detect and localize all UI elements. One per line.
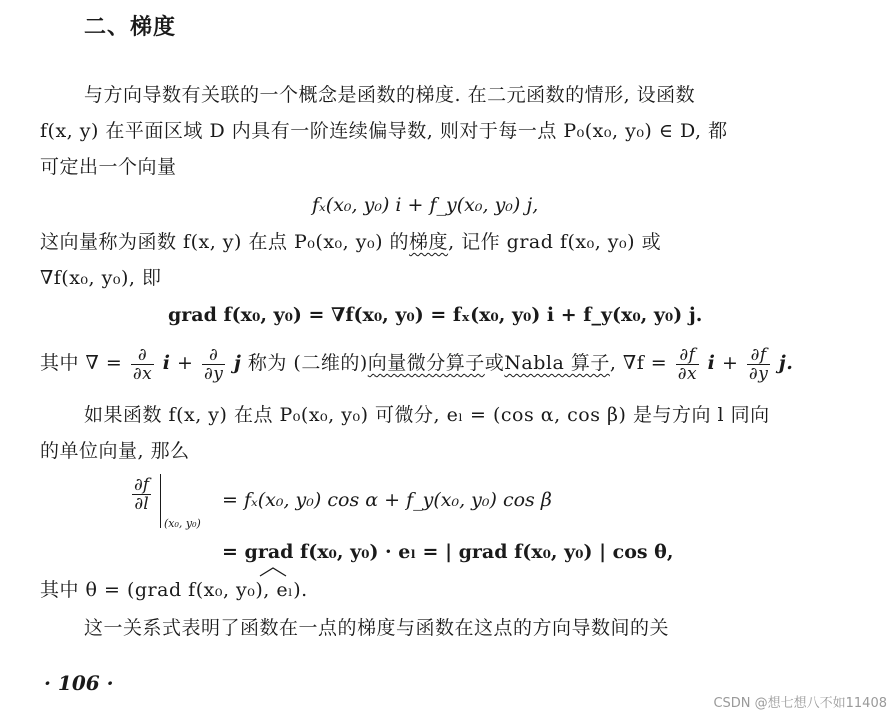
theta-definition-line: 其中 θ = (grad f(x₀, y₀), eₗ).	[40, 579, 308, 601]
plus-2: +	[721, 352, 739, 374]
df-dl-den: ∂l	[134, 494, 149, 514]
para4-line1: 这一关系式表明了函数在一点的梯度与函数在这点的方向导数间的关	[84, 617, 670, 639]
nabla-line	[40, 340, 793, 386]
para2-line2: ∇f(x₀, y₀), 即	[40, 267, 162, 289]
term-nabla-operator: Nabla 算子	[504, 352, 610, 374]
term-gradient: 梯度	[409, 231, 449, 253]
unit-i: i	[162, 352, 171, 374]
para3-line1: 如果函数 f(x, y) 在点 P₀(x₀, y₀) 可微分, eₗ = (cos α, cos β) 是与方向 l 同向	[84, 404, 770, 426]
nabla-prefix: 其中 ∇ =	[40, 352, 123, 374]
term-vector-diff-operator: 向量微分算子	[367, 352, 485, 374]
para2-line1-post: , 记作 grad f(x₀, y₀) 或	[448, 231, 662, 253]
para1-line3: 可定出一个向量	[40, 156, 177, 178]
para1-line2: f(x, y) 在平面区域 D 内具有一阶连续偏导数, 则对于每一点 P₀(x₀, y₀) ∈ D, 都	[40, 120, 728, 142]
nabla-end: j.	[778, 352, 794, 374]
unit-j: j	[233, 352, 242, 374]
partial-x-num: ∂	[131, 346, 154, 365]
para3-line2: 的单位向量, 那么	[40, 440, 190, 462]
df-dy-den: ∂y	[748, 363, 769, 384]
page-number: · 106 ·	[44, 671, 114, 695]
partial-x-den: ∂x	[132, 363, 153, 384]
df-dx-num: ∂f	[676, 346, 699, 365]
para2-line1-pre: 这向量称为函数 f(x, y) 在点 P₀(x₀, y₀) 的	[40, 231, 410, 253]
directional-derivative-eq-line1	[130, 476, 153, 513]
nabla-or: 或	[484, 352, 505, 374]
csdn-watermark: CSDN @想七想八不如11408	[713, 696, 887, 711]
equation-grad-definition: grad f(x₀, y₀) = ∇f(x₀, y₀) = fₓ(x₀, y₀) i + f_y(x₀, y₀) j.	[168, 304, 703, 326]
df-dx-den: ∂x	[677, 363, 698, 384]
df-dy-num: ∂f	[747, 346, 770, 365]
nabla-post: , ∇f =	[609, 352, 668, 374]
partial-y-den: ∂y	[204, 363, 224, 384]
df-dl-fraction	[132, 476, 151, 513]
para2-line1	[40, 230, 661, 254]
plus-1: +	[177, 352, 194, 374]
directional-derivative-rhs1: = fₓ(x₀, y₀) cos α + f_y(x₀, y₀) cos β	[222, 489, 552, 511]
df-dy-fraction	[747, 346, 770, 383]
directional-derivative-rhs2: = grad f(x₀, y₀) · eₗ = | grad f(x₀, y₀) | cos θ,	[222, 541, 674, 563]
partial-y-fraction	[202, 346, 225, 383]
partial-y-num: ∂	[202, 346, 225, 365]
equation-gradient-vector: fₓ(x₀, y₀) i + f_y(x₀, y₀) j,	[312, 194, 539, 216]
nabla-call: 称为 (二维的)	[247, 352, 368, 374]
para1-line1: 与方向导数有关联的一个概念是函数的梯度. 在二元函数的情形, 设函数	[84, 84, 696, 106]
evaluation-point: (x₀, y₀)	[164, 517, 201, 530]
section-heading: 二、梯度	[84, 15, 177, 40]
evaluation-bar	[160, 474, 161, 528]
unit-i-2: i	[707, 352, 716, 374]
df-dl-num: ∂f	[134, 475, 150, 495]
df-dx-fraction	[676, 346, 699, 383]
partial-x-fraction	[131, 346, 154, 383]
angle-hat-mark	[258, 566, 288, 578]
